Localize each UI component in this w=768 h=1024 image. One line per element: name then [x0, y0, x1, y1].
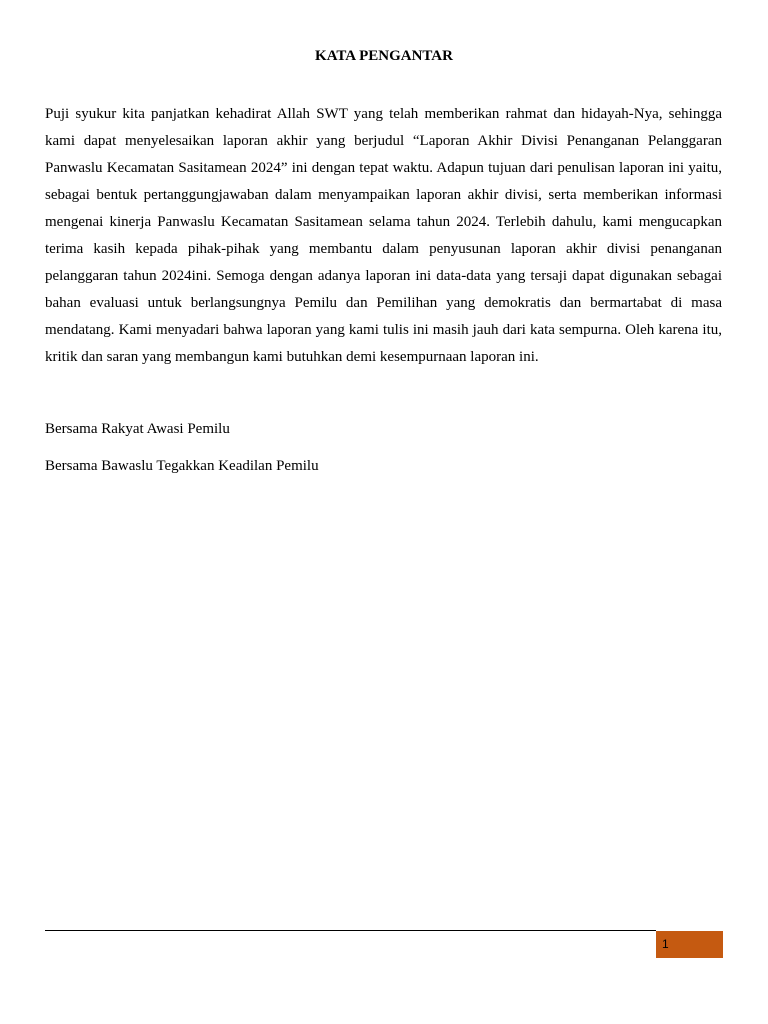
page-title: KATA PENGANTAR [315, 48, 453, 64]
page-number: 1 [662, 937, 669, 951]
page-number-box [656, 931, 723, 958]
footer-divider [45, 930, 656, 931]
body-paragraph: Puji syukur kita panjatkan kehadirat Allah SWT yang telah memberikan rahmat dan hidayah-Nya, sehingga kami dapat menyelesaikan laporan akhir yang berjudul “Laporan Akhir Divisi Penanganan Pelanggaran Panwaslu Kecamatan Sasitamean 2024” ini dengan tepat waktu. Adapun tujuan dari penulisan laporan ini yaitu, sebagai bentuk pertanggungjawaban dalam menyampaikan laporan akhir divisi, serta memberikan informasi mengenai kinerja Panwaslu Kecamatan Sasitamean selama tahun 2024. Terlebih dahulu, kami mengucapkan terima kasih kepada pihak-pihak yang membantu dalam penyusunan laporan akhir divisi penanganan pelanggaran tahun 2024ini. Semoga dengan adanya laporan ini data-data yang tersaji dapat digunakan sebagai bahan evaluasi untuk berlangsungnya Pemilu dan Pemilihan yang demokratis dan bermartabat di masa mendatang. Kami menyadari bahwa laporan yang kami tulis ini masih jauh dari kata sempurna. Oleh karena itu, kritik dan saran yang membangun kami butuhkan demi kesempurnaan laporan ini. [45, 106, 722, 365]
motto-line-2: Bersama Bawaslu Tegakkan Keadilan Pemilu [45, 458, 319, 474]
motto-line-1: Bersama Rakyat Awasi Pemilu [45, 421, 230, 437]
